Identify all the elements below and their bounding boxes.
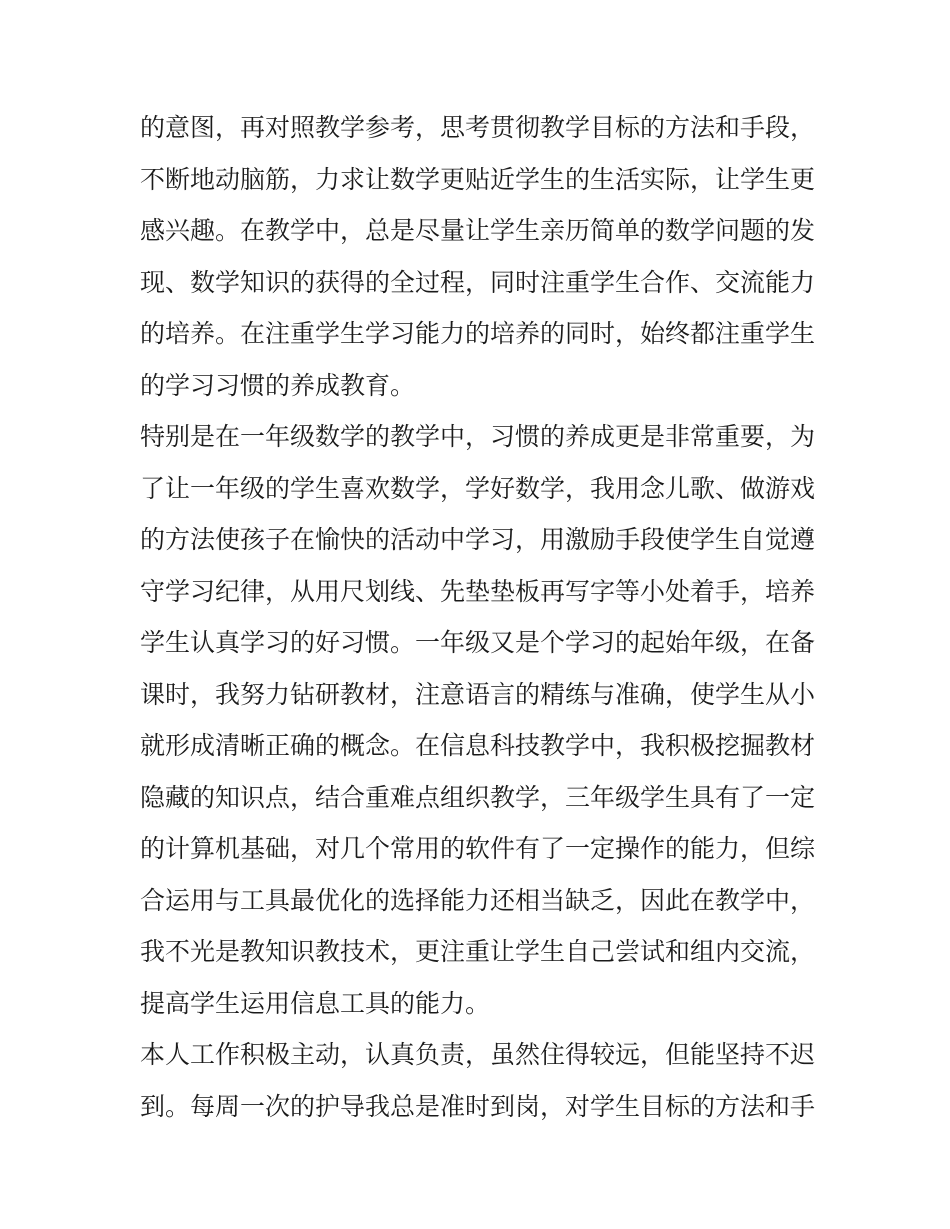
text-line: 合运用与工具最优化的选择能力还相当缺乏，因此在教学中， [140, 885, 816, 915]
text-line: 隐藏的知识点，结合重难点组织教学，三年级学生具有了一定 [140, 782, 816, 812]
text-line: 守学习纪律，从用尺划线、先垫垫板再写字等小处着手，培养 [140, 576, 816, 606]
paragraph-3 [140, 1029, 816, 1132]
paragraph-1 [140, 102, 816, 411]
text-line: 学生认真学习的好习惯。一年级又是个学习的起始年级，在备 [140, 628, 816, 657]
text-line: 课时，我努力钻研教材，注意语言的精练与准确，使学生从小 [140, 679, 816, 709]
paragraph-2 [140, 411, 816, 1029]
document-body [140, 102, 816, 1132]
text-line: 现、数学知识的获得的全过程，同时注重学生合作、交流能力 [140, 267, 816, 297]
text-line: 不断地动脑筋，力求让数学更贴近学生的生活实际，让学生更 [140, 164, 816, 194]
text-line: 到。每周一次的护导我总是准时到岗，对学生目标的方法和手 [140, 1091, 816, 1121]
text-line: 的意图，再对照教学参考，思考贯彻教学目标的方法和手段， [140, 113, 816, 142]
text-line: 提高学生运用信息工具的能力。 [140, 988, 491, 1018]
text-line: 的方法使孩子在愉快的活动中学习，用激励手段使学生自觉遵 [140, 525, 816, 554]
text-line: 我不光是教知识教技术，更注重让学生自己尝试和组内交流， [140, 937, 816, 966]
text-line: 就形成清晰正确的概念。在信息科技教学中，我积极挖掘教材 [140, 731, 816, 760]
text-line: 了让一年级的学生喜欢数学，学好数学，我用念儿歌、做游戏 [140, 473, 816, 503]
text-line: 感兴趣。在教学中，总是尽量让学生亲历简单的数学问题的发 [140, 216, 816, 245]
text-line: 的计算机基础，对几个常用的软件有了一定操作的能力，但综 [140, 834, 816, 863]
text-line: 的培养。在注重学生学习能力的培养的同时，始终都注重学生 [140, 319, 816, 348]
text-line: 本人工作积极主动，认真负责，虽然住得较远，但能坚持不迟 [140, 1040, 816, 1069]
text-line: 的学习习惯的养成教育。 [140, 370, 416, 400]
text-line: 特别是在一年级数学的教学中，习惯的养成更是非常重要，为 [140, 422, 816, 451]
